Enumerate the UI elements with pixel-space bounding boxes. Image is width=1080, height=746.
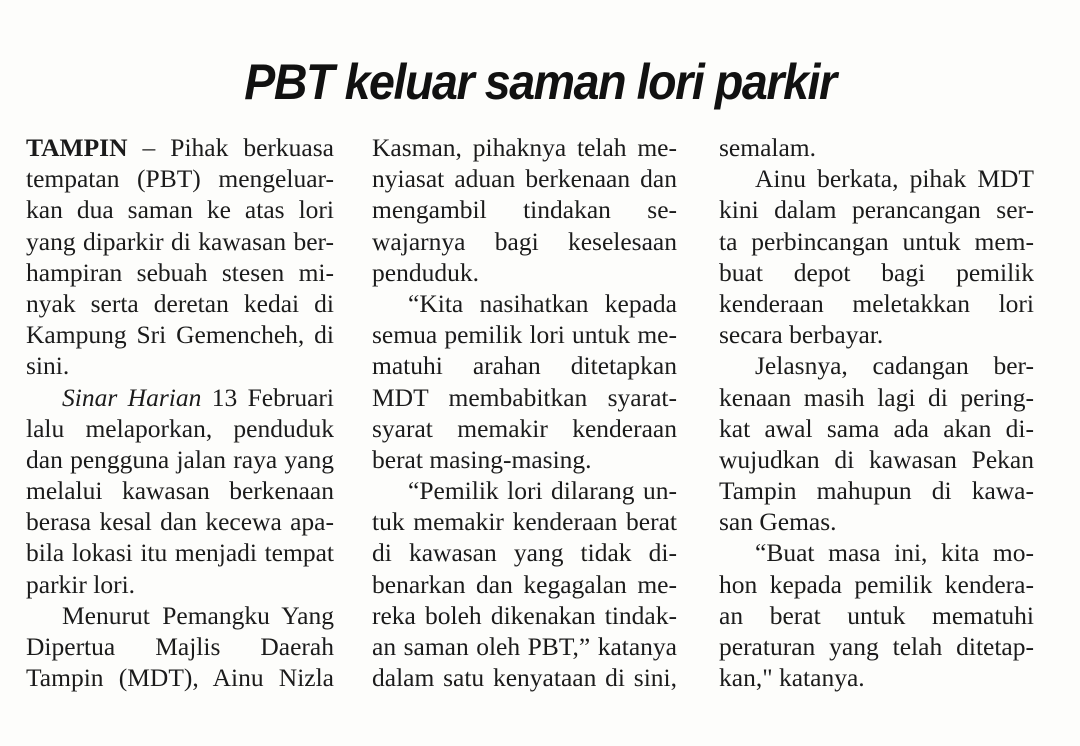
text-line: Tampin (MDT), Ainu Nizla [26, 663, 334, 693]
text-line: mengambil tindakan se- [372, 195, 677, 225]
text-line: kenaan masih lagi di pering- [719, 382, 1034, 412]
text-line: matuhi arahan ditetapkan [372, 351, 677, 381]
text-line: nyiasat aduan berkenaan dan [372, 164, 677, 194]
text-line: “Pemilik lori dilarang un- [408, 476, 677, 506]
text-line: kenderaan meletakkan lori [719, 288, 1034, 318]
text-line: berasa kesal dan kecewa apa- [26, 507, 334, 537]
text-line: melalui kawasan berkenaan [26, 476, 334, 506]
text-line: an saman oleh PBT,” katanya [372, 632, 677, 661]
text-line: secara berbayar. [719, 320, 884, 350]
article-column-2 [372, 132, 677, 693]
text-line: wajarnya bagi keselesaan [372, 226, 677, 256]
text-line: semua pemilik lori untuk me- [372, 320, 677, 350]
text-line: Sinar Harian 13 Februari [62, 382, 334, 412]
text-line: kan," katanya. [719, 663, 865, 693]
text-line: TAMPIN – Pihak berkuasa [26, 133, 334, 162]
text-line: Menurut Pemangku Yang [62, 600, 334, 630]
text-line: Jelasnya, cadangan ber- [755, 351, 1034, 381]
text-line: peraturan yang telah ditetap- [719, 632, 1034, 661]
text-line: ta perbincangan untuk mem- [719, 226, 1034, 256]
text-line: kan dua saman ke atas lori [26, 195, 334, 225]
text-line: kini dalam perancangan ser- [719, 195, 1034, 225]
text-line: Ainu berkata, pihak MDT [755, 164, 1034, 194]
text-line: dalam satu kenyataan di sini, [372, 663, 677, 693]
text-line: parkir lori. [26, 569, 136, 599]
text-line: kat awal sama ada akan di- [719, 413, 1034, 443]
text-line: bila lokasi itu menjadi tempat [26, 538, 334, 568]
text-line: sini. [26, 351, 70, 381]
text-line: buat depot bagi pemilik [719, 257, 1034, 287]
text-line: berat masing-masing. [372, 444, 592, 474]
text-line: benarkan dan kegagalan me- [372, 569, 677, 599]
headline: PBT keluar saman lori parkir [244, 54, 836, 110]
text-line: “Kita nasihatkan kepada [408, 288, 677, 318]
text-line: MDT membabitkan syarat- [372, 382, 677, 412]
text-line: Tampin mahupun di kawa- [719, 476, 1034, 506]
text-line: Kasman, pihaknya telah me- [372, 133, 677, 162]
text-line: yang diparkir di kawasan ber- [26, 226, 334, 256]
text-line: “Buat masa ini, kita mo- [755, 538, 1034, 568]
text-line: hampiran sebuah stesen mi- [26, 257, 334, 287]
dateline: TAMPIN [26, 133, 128, 162]
text-line: syarat memakir kenderaan [372, 413, 677, 443]
text-line: hon kepada pemilik kendera- [719, 569, 1034, 599]
publication-name: Sinar Harian [62, 382, 202, 412]
text-line: lalu melaporkan, penduduk [26, 413, 334, 443]
text-line: nyak serta deretan kedai di [26, 288, 334, 318]
text-line: san Gemas. [719, 507, 837, 537]
text-line: penduduk. [372, 257, 479, 287]
text-line: wujudkan di kawasan Pekan [719, 444, 1034, 474]
text-line: dan pengguna jalan raya yang [26, 444, 334, 474]
text-line: Dipertua Majlis Daerah [26, 632, 334, 661]
article-column-3 [719, 132, 1034, 693]
text-line: tempatan (PBT) mengeluar- [26, 164, 334, 194]
text-line: tuk memakir kenderaan berat [372, 507, 677, 537]
text-line: di kawasan yang tidak di- [372, 538, 677, 568]
text-line: an berat untuk mematuhi [719, 600, 1034, 630]
article-column-1 [26, 132, 334, 693]
text-line: semalam. [719, 133, 817, 162]
text-line: reka boleh dikenakan tindak- [372, 600, 677, 630]
text-line: Kampung Sri Gemencheh, di [26, 320, 334, 350]
